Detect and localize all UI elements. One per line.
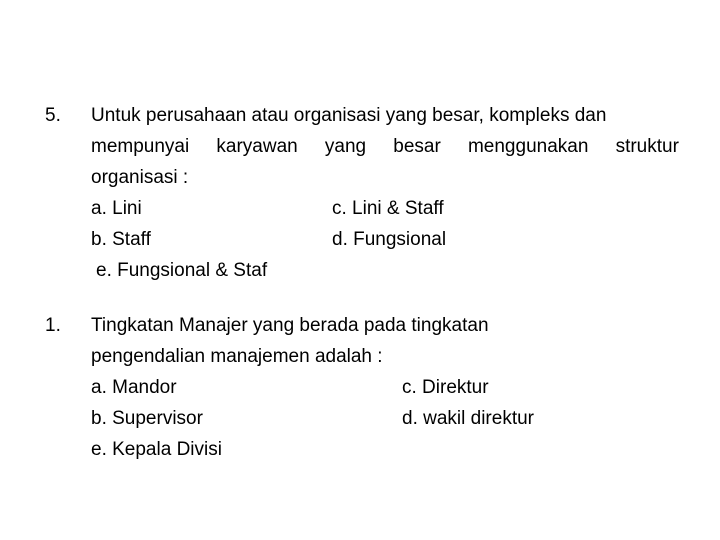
question-1 [45,310,685,470]
option-b: b. Staff [91,229,151,250]
options-row-2 [91,403,651,434]
option-a: a. Lini [91,198,142,219]
option-d: d. wakil direktur [402,408,534,429]
option-e: e. Fungsional & Staf [96,260,268,281]
option-d: d. Fungsional [332,229,447,250]
word: struktur [615,136,679,157]
question-text-line-2 [91,131,679,162]
question-text-line-2: pengendalian manajemen adalah : [91,346,383,367]
word: mempunyai [91,136,190,157]
option-b: b. Supervisor [91,408,203,429]
question-body [91,310,651,465]
question-text-line-1: Tingkatan Manajer yang berada pada tingkatan [91,315,489,336]
word: menggunakan [467,136,589,157]
options-row-1 [91,193,679,224]
word: karyawan [216,136,298,157]
options-row-1 [91,372,651,403]
option-a: a. Mandor [91,377,177,398]
options-row-3 [91,255,679,286]
option-c: c. Lini & Staff [332,198,444,219]
option-e: e. Kepala Divisi [91,439,222,460]
question-5 [45,100,685,290]
options-row-3 [91,434,651,465]
question-number: 5. [45,105,61,126]
question-text-line-1: Untuk perusahaan atau organisasi yang besar, kompleks dan [91,105,607,126]
options-row-2 [91,224,679,255]
question-body [91,100,679,286]
question-number: 1. [45,315,61,336]
word: yang [324,136,367,157]
question-text-line-3: organisasi : [91,167,189,188]
option-c: c. Direktur [402,377,489,398]
word: besar [393,136,441,157]
